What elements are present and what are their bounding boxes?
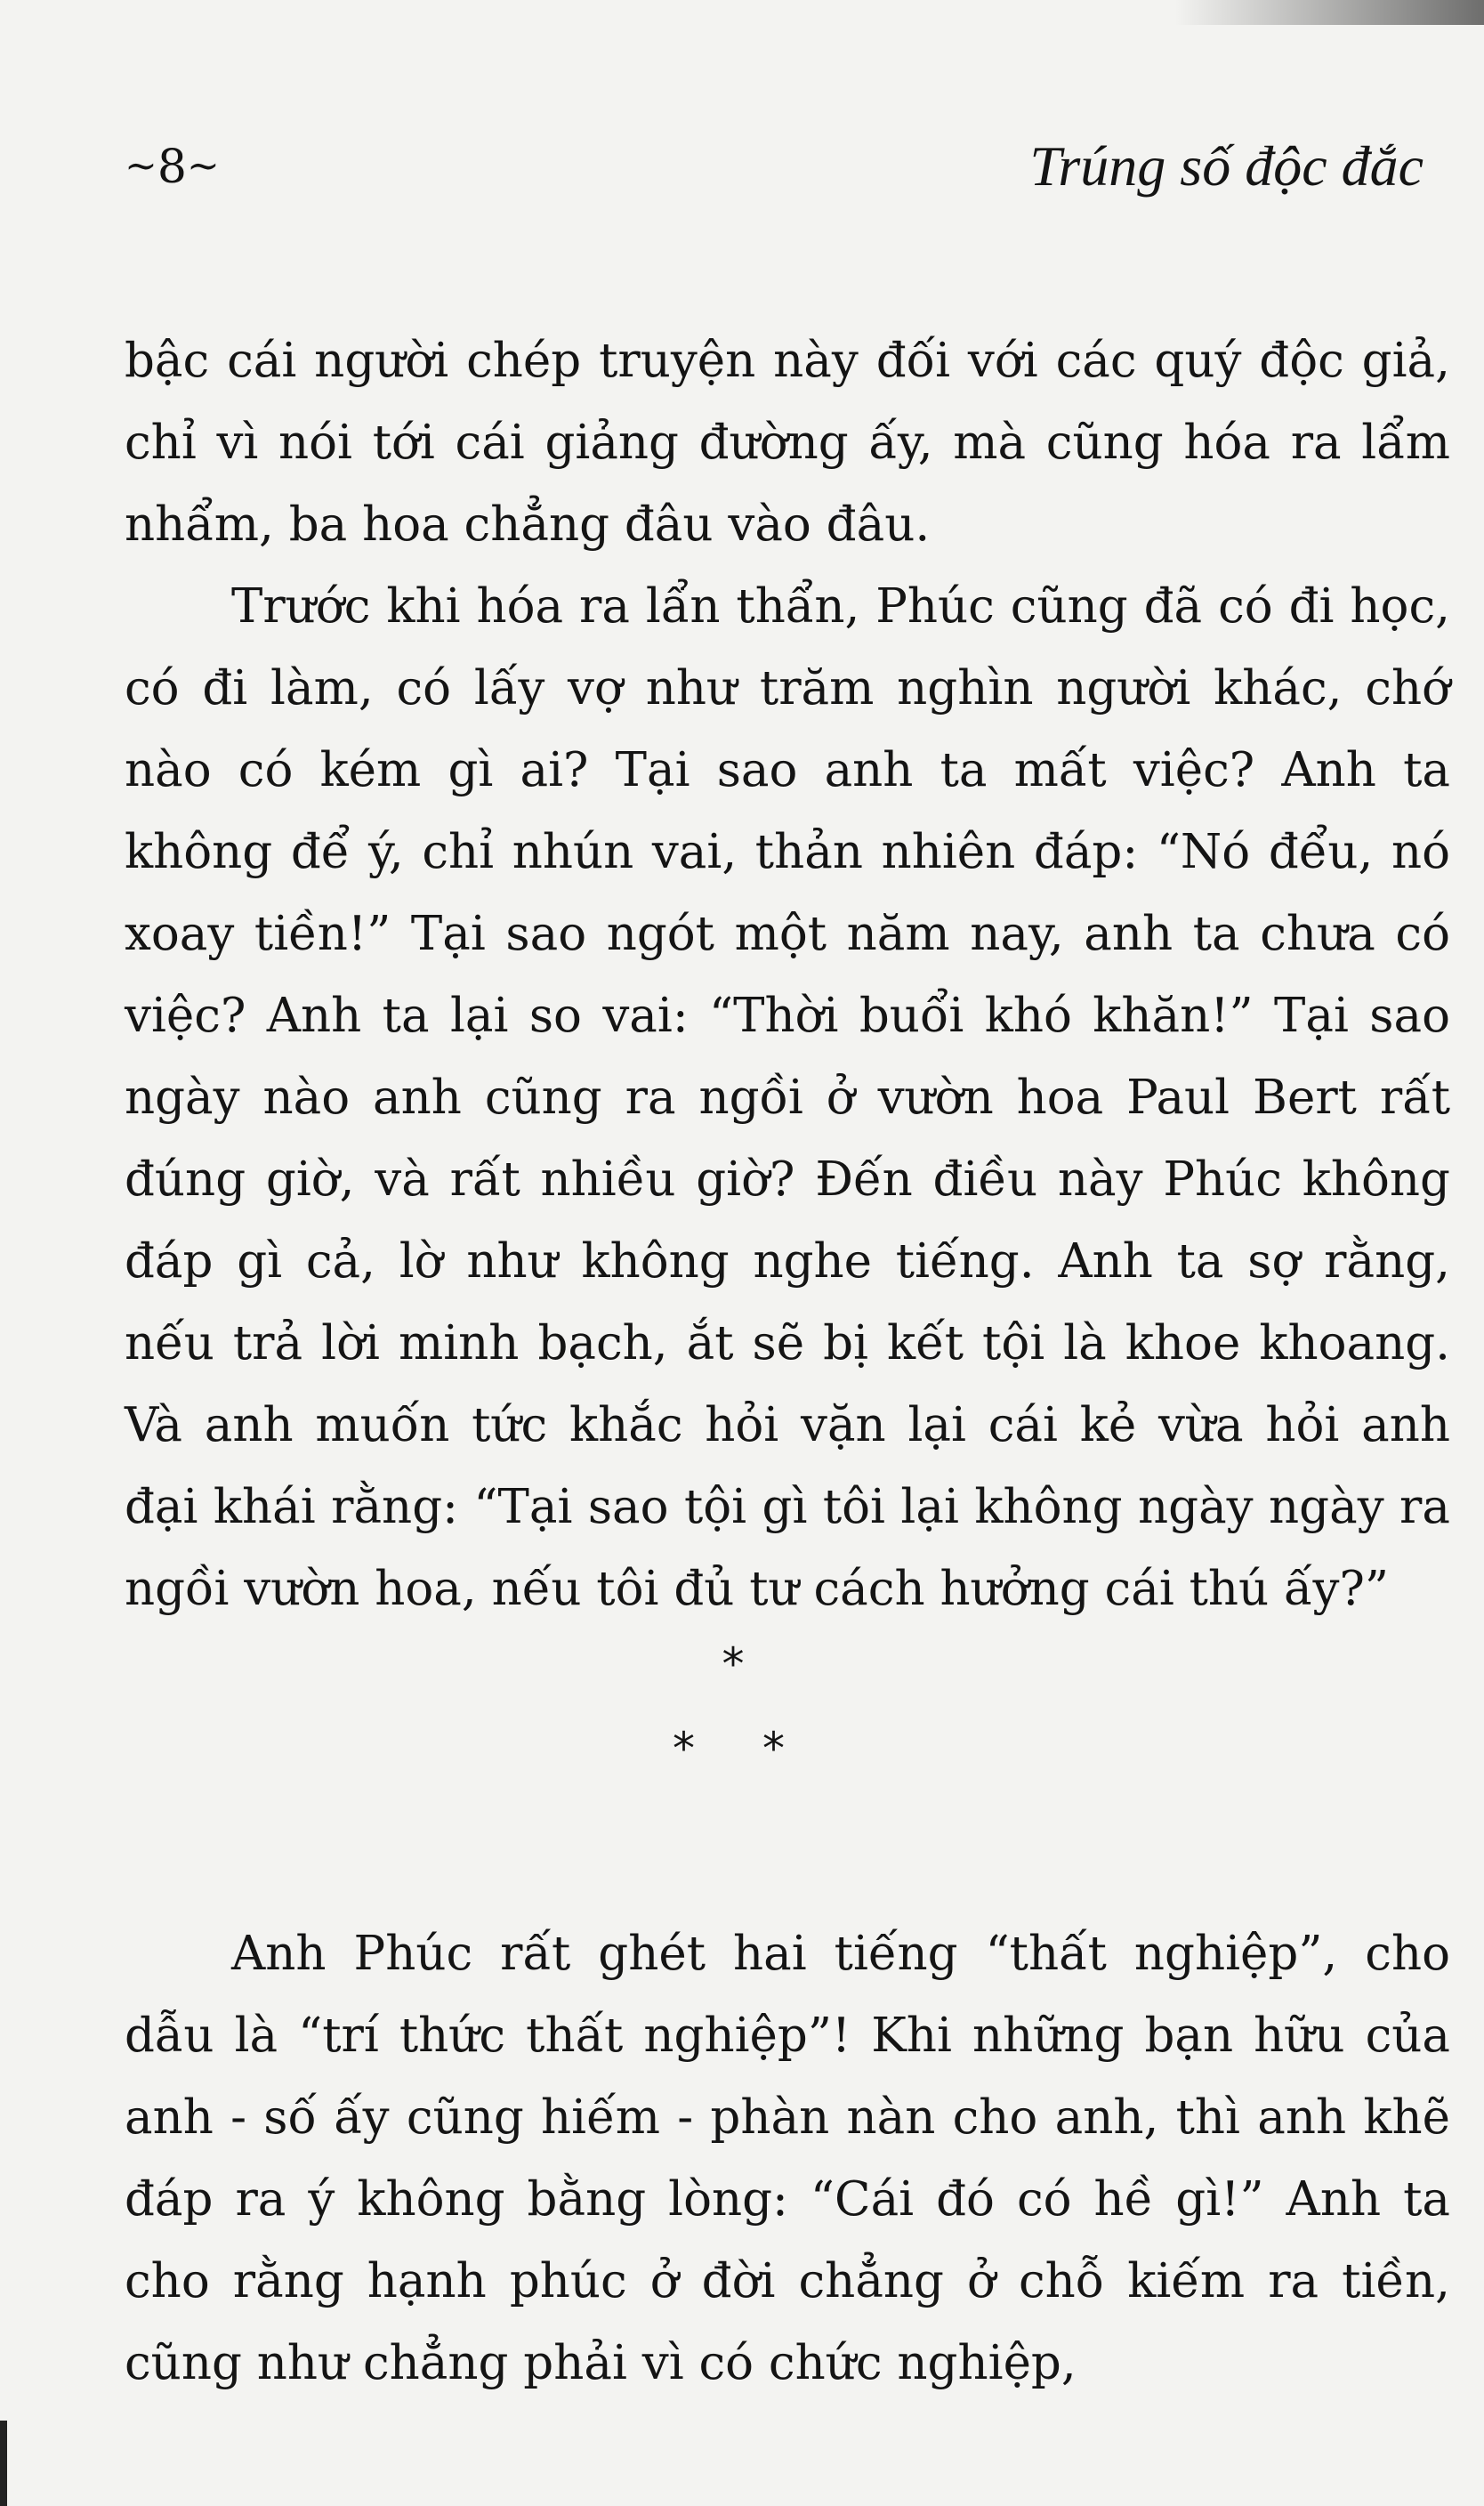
scan-left-edge [0,2421,7,2506]
page-number-ornament-right: ~ [186,143,220,189]
section-separator-bottom: * * [673,1723,811,1774]
paragraph-continuation: bậc cái người chép truyện này đối với các quý độc giả, chỉ vì nói tới cái giảng đường ấy, mà cũng hóa ra lẩm nhẩm, ba hoa chẳng đâu vào đâu. [125,334,1450,552]
page-number-ornament-left: ~ [125,143,157,189]
page-number-value: 8 [157,141,187,194]
running-title: Trúng số độc đắc [1029,134,1424,198]
paragraph-phuc-background: Trước khi hóa ra lẩn thẩn, Phúc cũng đã có đi học, có đi làm, có lấy vợ như trăm nghìn người khác, chớ nào có kém gì ai? Tại sao anh ta mất việc? Anh ta không để ý, chỉ nhún vai, thản nhiên đáp: “Nó đểu, nó xoay tiền!” Tại sao ngót một năm nay, anh ta chưa có việc? Anh ta lại so vai: “Thời buổi khó khăn!” Tại sao ngày nào anh cũng ra ngồi ở vườn hoa Paul Bert rất đúng giờ, và rất nhiều giờ? Đến điều này Phúc không đáp gì cả, lờ như không nghe tiếng. Anh ta sợ rằng, nếu trả lời minh bạch, ắt sẽ bị kết tội là khoe khoang. Và anh muốn tức khắc hỏi vặn lại cái kẻ vừa hỏi anh đại khái rằng: “Tại sao tội gì tôi lại không ngày ngày ra ngồi vườn hoa, nếu tôi đủ tư cách hưởng cái thú ấy?” [125,579,1450,1616]
page-number [125,141,220,194]
body-text-top [125,320,1450,1630]
paragraph-unemployment: Anh Phúc rất ghét hai tiếng “thất nghiệp”, cho dẫu là “trí thức thất nghiệp”! Khi những bạn hữu của anh - số ấy cũng hiếm - phàn nàn cho anh, thì anh khẽ đáp ra ý không bằng lòng: “Cái đó có hề gì!” Anh ta cho rằng hạnh phúc ở đời chẳng ở chỗ kiếm ra tiền, cũng như chẳng phải vì có chức nghiệp, [125,1927,1450,2390]
scan-edge-shadow [1174,0,1484,25]
body-text-bottom [125,1913,1450,2405]
page-header [125,133,1450,231]
section-separator-top: * [722,1638,745,1690]
